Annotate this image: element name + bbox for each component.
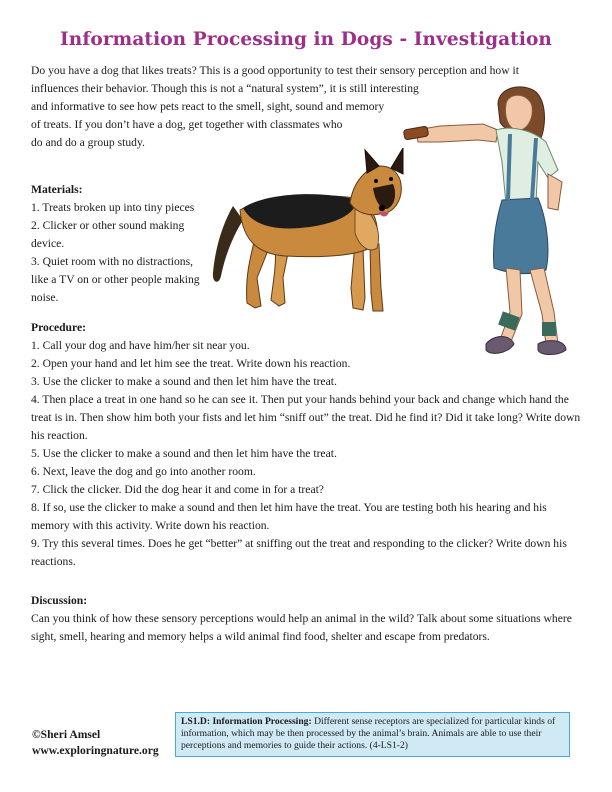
procedure-step: 7. Click the clicker. Did the dog hear it and come in for a treat? — [31, 483, 324, 496]
procedure-step: 6. Next, leave the dog and go into another room. — [31, 465, 256, 478]
materials-heading: Materials: — [31, 183, 83, 196]
standard-label: LS1.D: Information Processing: — [181, 716, 312, 727]
intro-line: and informative to see how pets react to the smell, sight, sound and memory — [31, 100, 385, 113]
materials-section — [31, 181, 211, 307]
materials-line: like a TV on or other people making — [31, 273, 200, 286]
procedure-step: 1. Call your dog and have him/her sit near you. — [31, 339, 250, 352]
procedure-step: 8. If so, use the clicker to make a sound and then let him have the treat. You are testing both his hearing and his memory with this activity. Write down his reaction. — [31, 501, 547, 532]
procedure-step: 3. Use the clicker to make a sound and then let him have the treat. — [31, 375, 337, 388]
discussion-text: Can you think of how these sensory perceptions would help an animal in the wild? Talk about some situations where sight, smell, hearing and memory helps a wild animal find food, shelter and escape from predators. — [31, 612, 572, 643]
copyright-text: ©Sheri Amsel — [32, 728, 101, 741]
materials-line: noise. — [31, 291, 59, 304]
procedure-heading: Procedure: — [31, 321, 86, 334]
website-link[interactable]: www.exploringnature.org — [32, 744, 159, 757]
intro-line: influences their behavior. Though this is not a “natural system”, it is still interesting — [31, 82, 419, 95]
standard-text: Different sense receptors are specialized for particular kinds of information, which may be then processed by the animal’s brain. Animals are able to use their perceptions and memories to guide their actions. (4-LS1-2) — [181, 716, 556, 751]
procedure-step: 9. Try this several times. Does he get “better” at sniffing out the treat and responding to the clicker? Write down his reactions. — [31, 537, 567, 568]
intro-line: of treats. If you don’t have a dog, get together with classmates who — [31, 118, 343, 131]
procedure-step: 2. Open your hand and let him see the treat. Write down his reaction. — [31, 357, 351, 370]
materials-line: 1. Treats broken up into tiny pieces — [31, 201, 195, 214]
procedure-step: 4. Then place a treat in one hand so he can see it. Then put your hands behind your back and change which hand the treat is in. Then show him both your fists and let him “sniff out” the treat. Did he find it? Did it take long? Write down his reaction. — [31, 393, 581, 442]
girl-illustration — [398, 82, 578, 372]
materials-line: 2. Clicker or other sound making — [31, 219, 185, 232]
footer-credit — [32, 727, 159, 759]
procedure-step: 5. Use the clicker to make a sound and then let him have the treat. — [31, 447, 337, 460]
intro-line: do and do a group study. — [31, 136, 145, 149]
intro-line: Do you have a dog that likes treats? This is a good opportunity to test their sensory perception and how it — [31, 64, 519, 77]
discussion-heading: Discussion: — [31, 594, 88, 607]
standard-box — [175, 712, 570, 757]
discussion-section — [31, 592, 583, 646]
materials-line: device. — [31, 237, 65, 250]
materials-line: 3. Quiet room with no distractions, — [31, 255, 193, 268]
page-title: Information Processing in Dogs - Investigation — [60, 29, 552, 50]
